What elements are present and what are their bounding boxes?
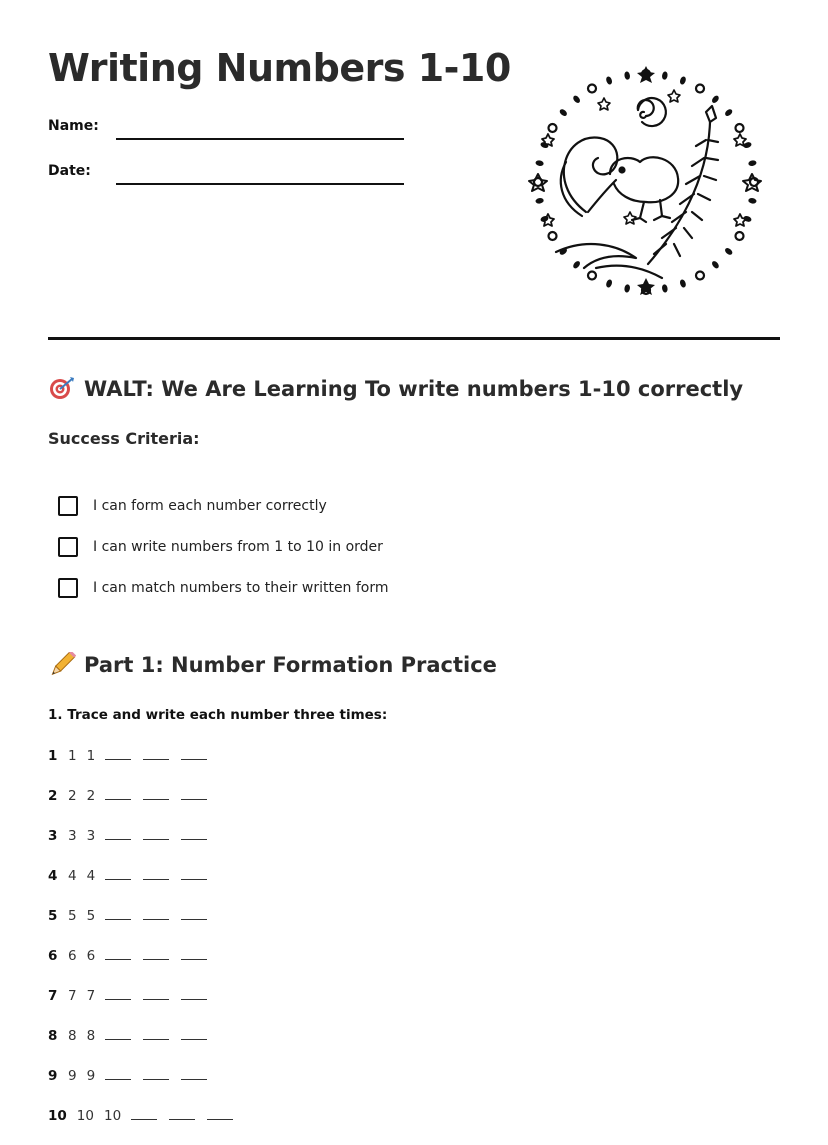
wreath-dot	[536, 161, 542, 165]
pencil-icon	[48, 652, 76, 676]
criteria-text: I can match numbers to their written form	[93, 580, 389, 596]
write-blank[interactable]	[181, 745, 207, 760]
wreath-dot	[712, 96, 718, 103]
trace-number: 7	[68, 988, 77, 1004]
practice-row	[48, 905, 245, 945]
trace-number: 1	[86, 748, 96, 764]
page-title: Writing Numbers 1-10	[48, 46, 511, 90]
write-blank[interactable]	[143, 1025, 169, 1040]
practice-row	[48, 1065, 245, 1105]
write-blank[interactable]	[143, 905, 169, 920]
write-blank[interactable]	[143, 985, 169, 1000]
wreath-dot	[573, 261, 579, 268]
trace-number: 10	[76, 1108, 94, 1124]
write-blank[interactable]	[105, 985, 131, 1000]
practice-row	[48, 785, 245, 825]
write-blank[interactable]	[105, 1025, 131, 1040]
walt-heading	[48, 376, 743, 401]
write-blank[interactable]	[181, 785, 207, 800]
header-divider	[48, 337, 780, 340]
write-blank[interactable]	[181, 905, 207, 920]
name-label: Name:	[48, 118, 99, 134]
trace-number: 9	[86, 1068, 96, 1084]
write-blank[interactable]	[105, 1065, 131, 1080]
trace-number: 5	[68, 908, 77, 924]
trace-number: 7	[86, 988, 96, 1004]
wreath-loop	[696, 272, 704, 280]
wreath-dot	[625, 285, 629, 291]
write-blank[interactable]	[181, 985, 207, 1000]
date-label: Date:	[48, 163, 91, 179]
trace-number: 8	[68, 1028, 77, 1044]
wreath-dot	[712, 261, 718, 268]
criteria-text: I can write numbers from 1 to 10 in order	[93, 539, 383, 555]
fern-leaf	[648, 106, 718, 264]
wreath-dot	[560, 109, 567, 115]
wreath-dot	[536, 199, 542, 203]
trace-number: 8	[86, 1028, 96, 1044]
trace-number: 6	[86, 948, 96, 964]
trace-number: 10	[103, 1108, 122, 1124]
date-field	[48, 163, 408, 193]
practice-number: 10	[48, 1108, 67, 1124]
write-blank[interactable]	[181, 825, 207, 840]
success-criteria-heading: Success Criteria:	[48, 429, 200, 448]
write-blank[interactable]	[143, 1065, 169, 1080]
practice-number: 5	[48, 908, 58, 924]
write-blank[interactable]	[105, 785, 131, 800]
criteria-text: I can form each number correctly	[93, 498, 327, 514]
wreath-loop	[588, 272, 596, 280]
practice-row	[48, 745, 245, 785]
wreath-dot	[725, 248, 732, 254]
criteria-checkbox[interactable]	[58, 537, 78, 557]
criteria-item	[58, 535, 389, 576]
practice-row	[48, 985, 245, 1025]
part1-heading	[48, 652, 497, 677]
swirl-sun	[638, 98, 666, 126]
wreath-dot	[663, 285, 667, 291]
date-line[interactable]	[116, 183, 404, 185]
trace-number: 9	[68, 1068, 77, 1084]
wreath-loop	[549, 232, 557, 240]
trace-number: 2	[68, 788, 77, 804]
wreath-dot	[607, 280, 612, 287]
criteria-item	[58, 494, 389, 535]
practice-number: 8	[48, 1028, 58, 1044]
practice-number: 1	[48, 748, 58, 764]
write-blank[interactable]	[105, 905, 131, 920]
target-icon	[48, 376, 76, 400]
trace-number: 5	[86, 908, 96, 924]
trace-number: 1	[68, 748, 77, 764]
part1-instruction: 1. Trace and write each number three times:	[48, 707, 388, 723]
criteria-checkbox[interactable]	[58, 496, 78, 516]
practice-row	[48, 825, 245, 865]
write-blank[interactable]	[143, 825, 169, 840]
criteria-item	[58, 576, 389, 617]
wreath-dot	[607, 77, 612, 84]
write-blank[interactable]	[181, 945, 207, 960]
write-blank[interactable]	[143, 945, 169, 960]
practice-number: 2	[48, 788, 58, 804]
wreath-loop	[736, 232, 744, 240]
write-blank[interactable]	[143, 865, 169, 880]
write-blank[interactable]	[143, 785, 169, 800]
write-blank[interactable]	[105, 945, 131, 960]
wreath-loop	[696, 85, 704, 93]
success-criteria-list	[58, 494, 389, 617]
write-blank[interactable]	[105, 745, 131, 760]
practice-number: 6	[48, 948, 58, 964]
wreath-dot	[680, 280, 685, 287]
write-blank[interactable]	[105, 865, 131, 880]
wreath-dot	[744, 143, 751, 148]
trace-number: 6	[68, 948, 77, 964]
practice-row	[48, 945, 245, 985]
practice-number: 3	[48, 828, 58, 844]
trace-number: 4	[68, 868, 77, 884]
wreath-dot	[749, 199, 755, 203]
wreath-loop	[588, 85, 596, 93]
wreath-loop	[736, 124, 744, 132]
wreath-ring	[534, 70, 758, 294]
practice-list	[48, 745, 245, 1145]
wreath-dot	[725, 109, 732, 115]
write-blank[interactable]	[181, 1065, 207, 1080]
write-blank[interactable]	[143, 745, 169, 760]
wreath-dot	[663, 72, 667, 78]
write-blank[interactable]	[181, 865, 207, 880]
kiwi-bird	[588, 157, 678, 222]
write-blank[interactable]	[105, 825, 131, 840]
trace-number: 3	[86, 828, 96, 844]
name-line[interactable]	[116, 138, 404, 140]
practice-row	[48, 1025, 245, 1065]
trace-number: 3	[68, 828, 77, 844]
wreath-dot	[749, 161, 755, 165]
wreath-dot	[625, 72, 629, 78]
wreath-dot	[680, 77, 685, 84]
name-field	[48, 118, 408, 148]
part1-text: Part 1: Number Formation Practice	[84, 653, 497, 677]
wreath-dot	[573, 96, 579, 103]
practice-number: 7	[48, 988, 58, 1004]
practice-number: 4	[48, 868, 58, 884]
practice-row	[48, 865, 245, 905]
kiwi-fern-wreath-icon	[526, 62, 766, 302]
wreath-loop	[549, 124, 557, 132]
trace-number: 2	[86, 788, 96, 804]
trace-number: 4	[86, 868, 96, 884]
walt-text: WALT: We Are Learning To write numbers 1-10 correctly	[84, 377, 744, 401]
criteria-checkbox[interactable]	[58, 578, 78, 598]
practice-row	[48, 1105, 245, 1145]
write-blank[interactable]	[181, 1025, 207, 1040]
practice-number: 9	[48, 1068, 58, 1084]
ground-waves	[556, 244, 662, 278]
